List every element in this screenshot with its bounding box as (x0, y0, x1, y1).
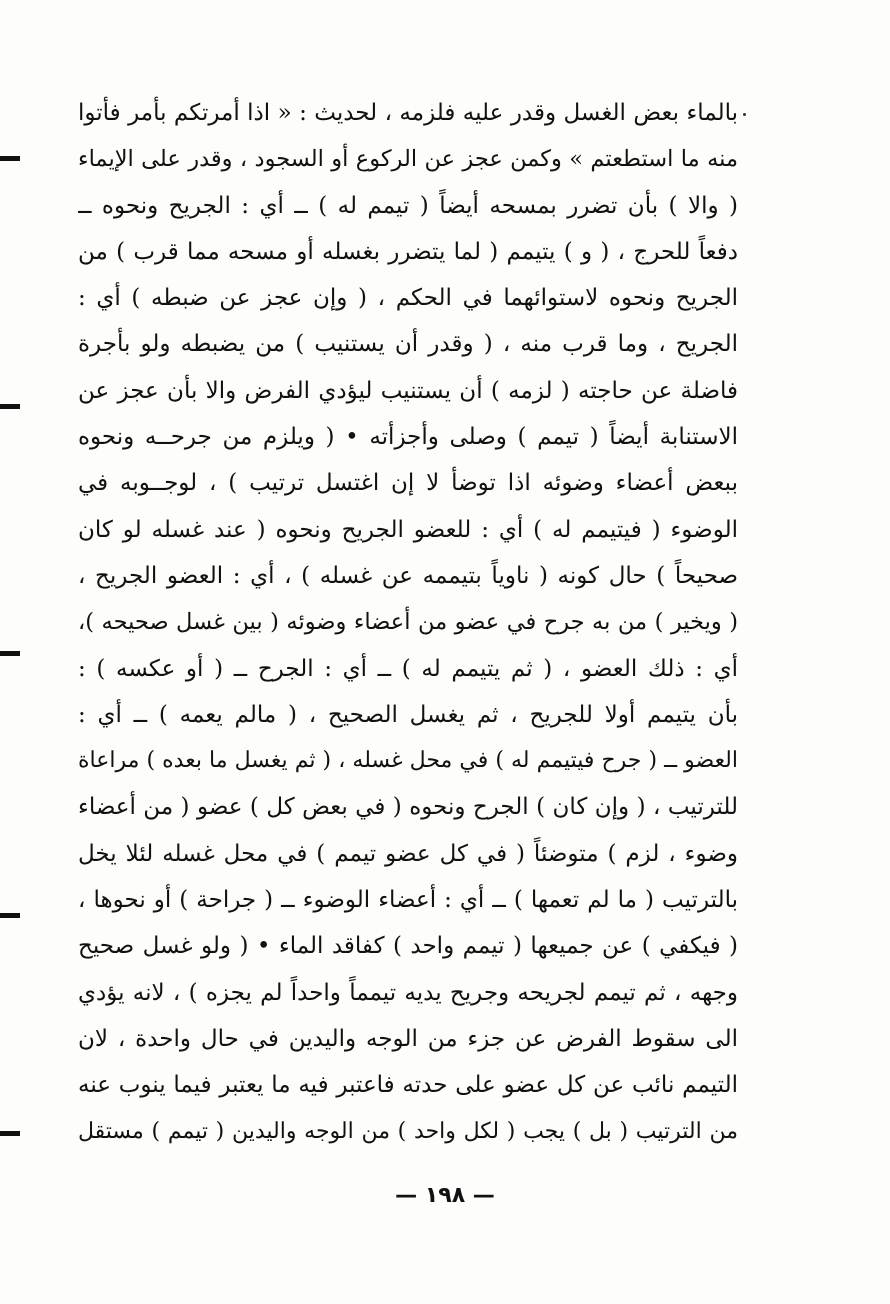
margin-mark (0, 404, 20, 409)
text-line: بأن يتيمم أولا للجريح ، ثم يغسل الصحيح ، ( مالم يعمه ) ــ أي : (78, 701, 738, 728)
text-line: للترتيب ، ( وإن كان ) الجرح ونحوه ( في بعض كل ) عضو ( من أعضاء (78, 794, 738, 821)
text-line: من الترتيب ( بل ) يجب ( لكل واحد ) من الوجه واليدين ( تيمم ) مستقل (78, 1118, 738, 1144)
text-line: بالترتيب ( ما لم تعمها ) ــ أي : أعضاء الوضوء ــ ( جراحة ) أو نحوها ، (78, 887, 738, 914)
text-line: أي : ذلك العضو ، ( ثم يتيمم له ) ــ أي : الجرح ــ ( أو عكسه ) : (78, 655, 738, 682)
margin-mark (0, 651, 20, 656)
margin-mark (0, 156, 20, 161)
text-line: الاستنابة أيضاً ( تيمم ) وصلى وأجزأته • ( ويلزم من جرحــه ونحوه (78, 424, 738, 451)
text-line: صحيحاً ) حال كونه ( ناوياً بتيممه عن غسله ) ، أي : العضو الجريح ، (78, 562, 738, 589)
margin-mark (0, 913, 20, 918)
margin-mark (0, 1131, 20, 1136)
text-line: وضوء ، لزم ) متوضئاً ( في كل عضو تيمم ) في محل غسله لئلا يخل (78, 840, 738, 867)
text-line: ببعض أعضاء وضوئه اذا توضأ لا إن اغتسل ترتيب ) ، لوجــوبه في (78, 470, 738, 497)
page-number: — ١٩٨ — (395, 1183, 495, 1208)
body-text (78, 90, 738, 1155)
text-line: دفعاً للحرج ، ( و ) يتيمم ( لما يتضرر بغسله أو مسحه مما قرب ) من (78, 238, 738, 265)
text-line: الى سقوط الفرض عن جزء من الوجه واليدين في حال واحدة ، لان (78, 1025, 738, 1052)
text-line: ( فيكفي ) عن جميعها ( تيمم واحد ) كفاقد الماء • ( ولو غسل صحيح (78, 933, 738, 960)
text-line: ( والا ) بأن تضرر بمسحه أيضاً ( تيمم له ) ــ أي : الجريح ونحوه ــ (78, 192, 738, 219)
text-line: بالماء بعض الغسل وقدر عليه فلزمه ، لحديث : « اذا أمرتكم بأمر فأتوا (78, 100, 738, 126)
text-line: وجهه ، ثم تيمم لجريحه وجريح يديه تيمماً واحداً لم يجزه ) ، لانه يؤدي (78, 979, 738, 1006)
text-line: العضو ــ ( جرح فيتيمم له ) في محل غسله ، ( ثم يغسل ما بعده ) مراعاة (78, 748, 738, 774)
text-line: الجريح ، وما قرب منه ، ( وقدر أن يستنيب ) من يضبطه ولو بأجرة (78, 331, 738, 358)
text-line: فاضلة عن حاجته ( لزمه ) أن يستنيب ليؤدي الفرض والا بأن عجز عن (78, 377, 738, 404)
text-line: ( ويخير ) من به جرح في عضو من أعضاء وضوئه ( بين غسل صحيحه )، (78, 609, 738, 636)
text-line: الجريح ونحوه لاستوائهما في الحكم ، ( وإن عجز عن ضبطه ) أي : (78, 285, 738, 312)
margin-dot (743, 113, 746, 116)
text-line: التيمم نائب عن كل عضو على حدته فاعتبر فيه ما يعتبر فيما ينوب عنه (78, 1072, 738, 1099)
text-line: منه ما استطعتم » وكمن عجز عن الركوع أو السجود ، وقدر على الإيماء (78, 146, 738, 173)
text-line: الوضوء ( فيتيمم له ) أي : للعضو الجريح ونحوه ( عند غسله لو كان (78, 516, 738, 543)
